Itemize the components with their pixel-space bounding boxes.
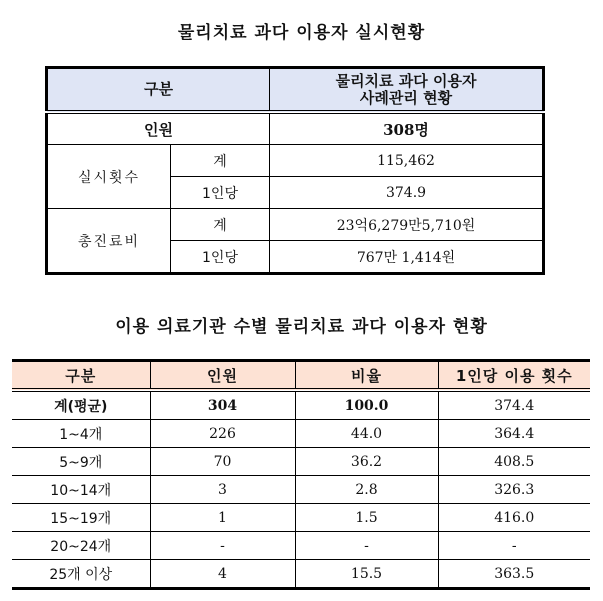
- table-row: [12, 532, 590, 560]
- cost-total-row: [47, 209, 544, 241]
- institution-table-title: 이용 의료기관 수별 물리치료 과다 이용자 현황: [115, 317, 488, 337]
- row-persons: 1: [150, 504, 295, 532]
- total-row: [12, 390, 590, 420]
- row-persons: 3: [150, 476, 295, 504]
- column-header-ratio: 비율: [295, 361, 438, 391]
- row-label: 5~9개: [12, 448, 150, 476]
- total-label: 계(평균): [12, 390, 150, 420]
- summary-header-row: [47, 68, 544, 113]
- row-label: 25개 이상: [12, 560, 150, 589]
- cost-per-person-label: 1인당: [171, 241, 270, 274]
- row-persons: -: [150, 532, 295, 560]
- row-label: 15~19개: [12, 504, 150, 532]
- sessions-per-person-value: 374.9: [270, 177, 544, 209]
- header-value-line1: 물리치료 과다 이용자: [335, 71, 477, 90]
- institution-table: [12, 359, 590, 590]
- header-value: [270, 68, 544, 113]
- row-ratio: 36.2: [295, 448, 438, 476]
- row-persons: 226: [150, 420, 295, 448]
- summary-table-title: 물리치료 과다 이용자 실시현황: [177, 23, 426, 43]
- column-header-per-person: 1인당 이용 횟수: [438, 361, 590, 391]
- cost-per-person-value: 767만 1,414원: [270, 241, 544, 274]
- row-per-person: 326.3: [438, 476, 590, 504]
- institution-header-row: [12, 361, 590, 391]
- header-value-line2: 사례관리 현황: [359, 88, 453, 107]
- cost-total-value: 23억6,279만5,710원: [270, 209, 544, 241]
- header-category: 구분: [47, 68, 270, 113]
- cost-total-label: 계: [171, 209, 270, 241]
- row-ratio: 15.5: [295, 560, 438, 589]
- persons-value: 308명: [270, 112, 544, 145]
- column-header-category: 구분: [12, 361, 150, 391]
- sessions-label: 실시횟수: [47, 145, 171, 209]
- table-row: [12, 448, 590, 476]
- column-header-persons: 인원: [150, 361, 295, 391]
- row-persons: 4: [150, 560, 295, 589]
- row-ratio: 1.5: [295, 504, 438, 532]
- table-row: [12, 504, 590, 532]
- row-label: 20~24개: [12, 532, 150, 560]
- table-row: [12, 560, 590, 589]
- summary-table: [45, 66, 545, 275]
- sessions-total-row: [47, 145, 544, 177]
- sessions-total-label: 계: [171, 145, 270, 177]
- total-persons: 304: [150, 390, 295, 420]
- sessions-total-value: 115,462: [270, 145, 544, 177]
- row-per-person: -: [438, 532, 590, 560]
- row-ratio: -: [295, 532, 438, 560]
- row-per-person: 408.5: [438, 448, 590, 476]
- total-ratio: 100.0: [295, 390, 438, 420]
- table-row: [12, 476, 590, 504]
- row-per-person: 363.5: [438, 560, 590, 589]
- row-persons: 70: [150, 448, 295, 476]
- row-ratio: 2.8: [295, 476, 438, 504]
- persons-row: [47, 112, 544, 145]
- total-per-person: 374.4: [438, 390, 590, 420]
- cost-label: 총진료비: [47, 209, 171, 274]
- table-row: [12, 420, 590, 448]
- row-per-person: 364.4: [438, 420, 590, 448]
- persons-label: 인원: [47, 112, 270, 145]
- row-label: 10~14개: [12, 476, 150, 504]
- row-per-person: 416.0: [438, 504, 590, 532]
- row-ratio: 44.0: [295, 420, 438, 448]
- sessions-per-person-label: 1인당: [171, 177, 270, 209]
- row-label: 1~4개: [12, 420, 150, 448]
